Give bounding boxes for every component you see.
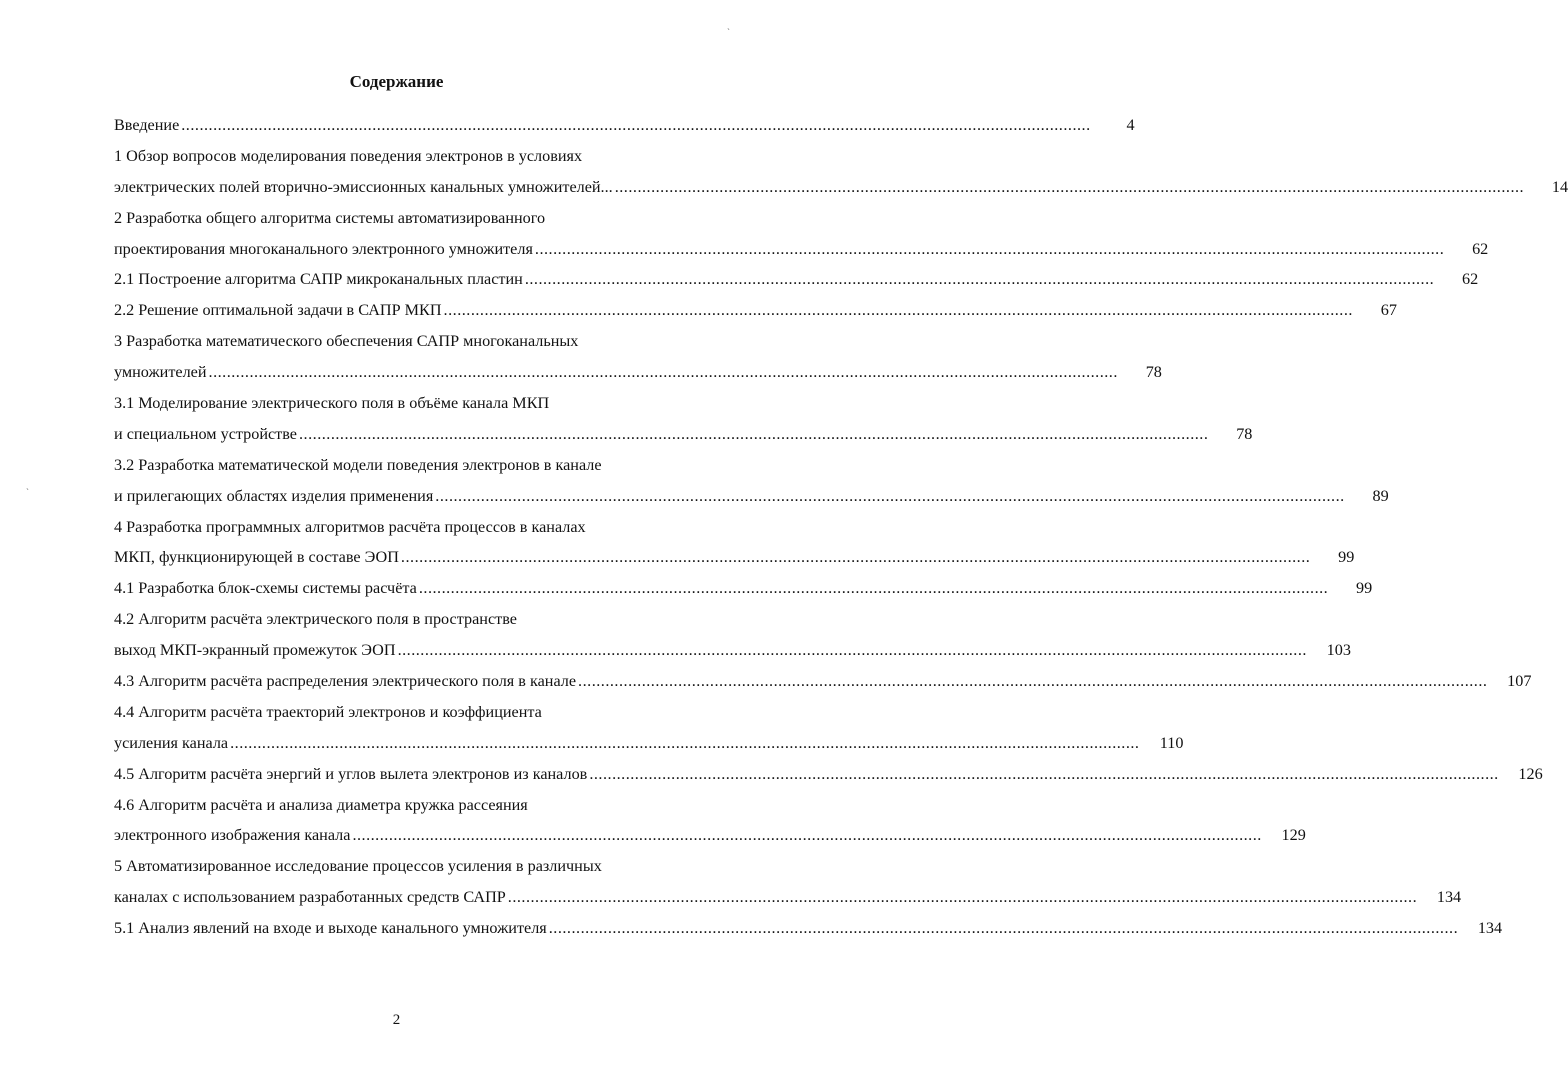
toc-page-number: 99 [1338,548,1355,567]
toc-leader-dots: ........................................................................................................................................................................................................ [589,764,1499,783]
toc-leader-dots: ........................................................................................................................................................................................................ [418,579,1329,598]
toc-entry-text: 3 Разработка математического обеспечения САПР многоканальных [114,332,579,351]
toc-entry-text: 2 Разработка общего алгоритма системы автоматизированного [114,208,546,227]
toc-entry [114,882,1462,913]
toc-page-number: 126 [1518,764,1543,783]
toc-leader-dots: ........................................................................................................................................................................................................ [435,486,1345,505]
toc-entry [114,666,1532,697]
toc-leader-dots: ........................................................................................................................................................................................................ [397,641,1307,660]
toc-page-number: 129 [1281,826,1306,845]
toc-page-number: 99 [1356,579,1373,598]
toc-entry [114,820,1306,851]
toc-leader-dots: ........................................................................................................................................................................................................ [181,115,1091,134]
toc-entry-text: 4.2 Алгоритм расчёта электрического поля в пространстве [114,610,517,629]
contents-heading: Содержание [349,72,444,91]
toc-page-number: 62 [1472,239,1489,258]
toc-leader-dots: ........................................................................................................................................................................................................ [548,919,1459,938]
toc-page-number: 78 [1236,424,1253,443]
toc-entry [114,357,1162,388]
toc-entry-text: 1 Обзор вопросов моделирования поведения электронов в условиях [114,146,583,165]
toc-page-number: 89 [1372,486,1389,505]
toc-page-number: 67 [1380,301,1397,320]
toc-entry-text: 3.1 Моделирование электрического поля в объёме канала МКП [114,393,550,412]
toc-entry [114,326,734,357]
toc-entry-text: электронного изображения канала [114,826,351,845]
toc-entry-text: 4.5 Алгоритм расчёта энергий и углов вылета электронов из каналов [114,764,588,783]
toc-entry-text: усиления канала [114,733,229,752]
toc-leader-dots: ........................................................................................................................................................................................................ [524,270,1435,289]
toc-entry [114,450,734,481]
toc-entry-text: умножителей [114,363,207,382]
toc-entry-text: 4.3 Алгоритм расчёта распределения электрического поля в канале [114,671,577,690]
toc-page-number: 134 [1477,919,1503,938]
toc-entry [114,481,1389,512]
toc-entry [114,573,1373,604]
toc-entry-text: выход МКП-экранный промежуток ЭОП [114,641,396,660]
toc-leader-dots: ........................................................................................................................................................................................................ [507,888,1418,907]
toc-entry [114,141,734,172]
toc-leader-dots: ........................................................................................................................................................................................................ [614,177,1525,196]
toc-page-number: 78 [1145,363,1162,382]
toc-leader-dots: ........................................................................................................................................................................................................ [299,424,1209,443]
toc-page-number: 107 [1507,671,1532,690]
toc-entry [114,697,734,728]
scan-speck: ˏ [26,480,29,490]
toc-entry [114,172,1568,203]
toc-leader-dots: ........................................................................................................................................................................................................ [230,733,1140,752]
toc-entry-text: и специальном устройстве [114,424,297,443]
scan-speck: ˏ [727,20,730,30]
toc-entry [114,851,734,882]
toc-page-number: 62 [1462,270,1479,289]
toc-page-number: 110 [1159,733,1184,752]
table-of-contents [114,110,1568,944]
toc-entry [114,110,1135,141]
toc-entry-text: 5 Автоматизированное исследование процессов усиления в различных [114,857,602,876]
page-number: 2 [392,1012,401,1028]
toc-entry [114,604,734,635]
toc-entry-text: проектирования многоканального электронного умножителя [114,239,533,258]
toc-entry [114,419,1253,450]
toc-entry [114,913,1503,944]
toc-entry [114,388,734,419]
toc-entry [114,264,1479,295]
toc-leader-dots: ........................................................................................................................................................................................................ [400,548,1311,567]
toc-page-number: 103 [1326,641,1351,660]
toc-entry-text: электрических полей вторично-эмиссионных канальных умножителей... [114,177,613,196]
toc-entry-text: и прилегающих областях изделия применения [114,486,434,505]
toc-leader-dots: ........................................................................................................................................................................................................ [534,239,1445,258]
toc-entry [114,203,734,234]
toc-entry-text: 4.1 Разработка блок-схемы системы расчёта [114,579,417,598]
toc-page-number: 4 [1126,115,1135,134]
toc-entry-text: 2.2 Решение оптимальной задачи в САПР МКП [114,301,442,320]
toc-entry-text: МКП, функционирующей в составе ЭОП [114,548,399,567]
toc-entry [114,635,1351,666]
toc-page-number: 14 [1551,177,1568,196]
toc-entry [114,542,1355,573]
toc-entry-text: 5.1 Анализ явлений на входе и выходе канального умножителя [114,919,547,938]
toc-page-number: 134 [1436,888,1462,907]
toc-entry [114,234,1489,265]
toc-entry [114,728,1184,759]
toc-leader-dots: ........................................................................................................................................................................................................ [578,671,1488,690]
toc-leader-dots: ........................................................................................................................................................................................................ [352,826,1262,845]
toc-entry [114,790,734,821]
toc-entry-text: 3.2 Разработка математической модели поведения электронов в канале [114,455,602,474]
toc-leader-dots: ........................................................................................................................................................................................................ [443,301,1353,320]
toc-entry [114,295,1397,326]
toc-entry-text: 2.1 Построение алгоритма САПР микроканальных пластин [114,270,523,289]
toc-entry-text: 4.6 Алгоритм расчёта и анализа диаметра кружка рассеяния [114,795,528,814]
toc-entry [114,759,1543,790]
toc-entry-text: 4.4 Алгоритм расчёта траекторий электронов и коэффициента [114,702,542,721]
toc-entry-text: Введение [114,115,180,134]
toc-entry-text: 4 Разработка программных алгоритмов расчёта процессов в каналах [114,517,586,536]
toc-leader-dots: ........................................................................................................................................................................................................ [208,363,1118,382]
toc-entry [114,512,734,543]
toc-entry-text: каналах с использованием разработанных средств САПР [114,888,506,907]
